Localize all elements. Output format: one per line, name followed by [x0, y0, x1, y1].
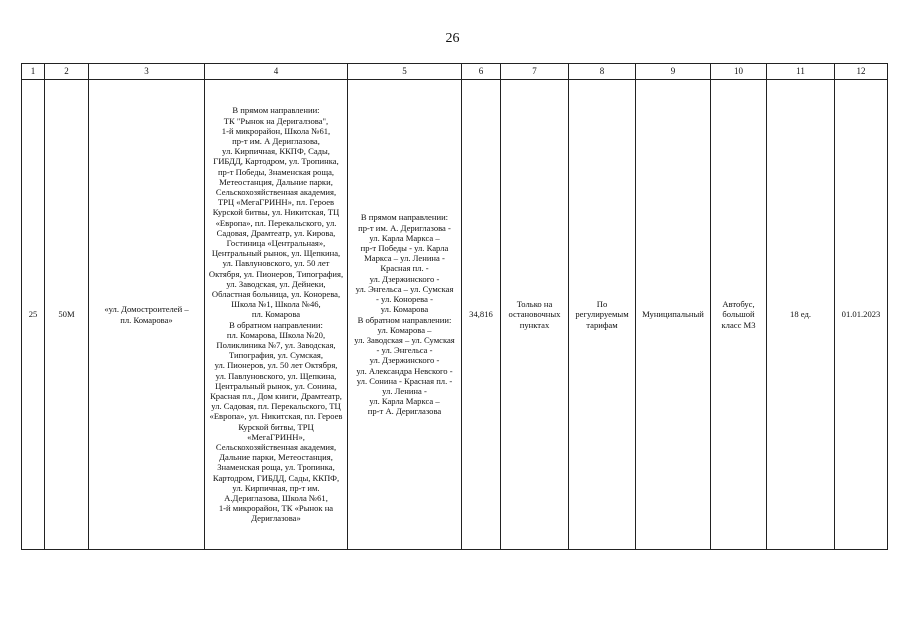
route-table	[21, 63, 888, 550]
row-number: 25	[22, 80, 45, 550]
column-number: 11	[767, 64, 835, 80]
table-row	[22, 80, 888, 550]
column-number: 5	[348, 64, 462, 80]
column-number: 10	[711, 64, 767, 80]
vehicle-class: Автобус, большой класс М3	[711, 80, 767, 550]
route-name: «ул. Домостроителей – пл. Комарова»	[89, 80, 205, 550]
boarding-procedure: Только на остановочных пунктах	[501, 80, 569, 550]
column-number-row	[22, 64, 888, 80]
route-kind: Муниципальный	[636, 80, 711, 550]
streets-list: В прямом направлении: пр-т им. А. Дериглазова - ул. Карла Маркса – пр-т Победы - ул. Карла Маркса – ул. Ленина - Красная пл. - ул. Дзержинского - ул. Энгельса – ул. Сумская - ул. Конорева - ул. Комарова В обратном направлении: ул. Комарова – ул. Заводская – ул. Сумская - ул. Энгельса - ул. Дзержинского - ул. Александра Невского - ул. Сонина - Красная пл. - ул. Ленина - ул. Карла Маркса – пр-т А. Дериглазова	[348, 80, 462, 550]
vehicle-count: 18 ед.	[767, 80, 835, 550]
page-number: 26	[445, 31, 460, 46]
start-date: 01.01.2023	[835, 80, 888, 550]
column-number: 7	[501, 64, 569, 80]
stops-list: В прямом направлении: ТК "Рынок на Деригалзова", 1-й микрорайон, Школа №61, пр-т им. А Дериглазова, ул. Кирпичная, ККПФ, Сады, ГИБДД, Картодром, ул. Тропинка, пр-т Победы, Знаменская роща, Метеостанция, Дальние парки, Сельскохозяйственная академия, ТРЦ «МегаГРИНН», пл. Героев Курской битвы, ул. Никитская, ТЦ «Европа», пл. Перекальского, ул. Садовая, Драмтеатр, ул. Кирова, Гостиница «Центральная», Центральный рынок, ул. Щепкина, ул. Павлуновского, ул. 50 лет Октября, ул. Пионеров, Типография, ул. Заводская, ул. Дейнеки, Областная больница, ул. Конорева, Школа №1, Школа №46, пл. Комарова В обратном направлении: пл. Комарова, Школа №20, Поликлиника №7, ул. Заводская, Типография, ул. Сумская, ул. Пионеров, ул. 50 лет Октября, ул. Павлуновского, ул. Щепкина, Центральный рынок, ул. Сонина, Красная пл., Дом книги, Драмтеатр, ул. Садовая, пл. Перекальского, ТЦ «Европа», ул. Никитская, пл. Героев Курской битвы, ТРЦ «МегаГРИНН», Сельскохозяйственная академия, Дальние парки, Метеостанция, Знаменская роща, ул. Тропинка, Картодром, ГИБДД, Сады, ККПФ, ул. Кирпичная, пр-т им. А.Дериглазова, Школа №61, 1-й микрорайон, ТК «Рынок на Дериглазова»	[205, 80, 348, 550]
tariff-type: По регулируемым тарифам	[569, 80, 636, 550]
column-number: 1	[22, 64, 45, 80]
column-number: 4	[205, 64, 348, 80]
column-number: 3	[89, 64, 205, 80]
route-length: 34,816	[462, 80, 501, 550]
column-number: 6	[462, 64, 501, 80]
route-number: 50М	[45, 80, 89, 550]
column-number: 8	[569, 64, 636, 80]
column-number: 12	[835, 64, 888, 80]
column-number: 9	[636, 64, 711, 80]
column-number: 2	[45, 64, 89, 80]
